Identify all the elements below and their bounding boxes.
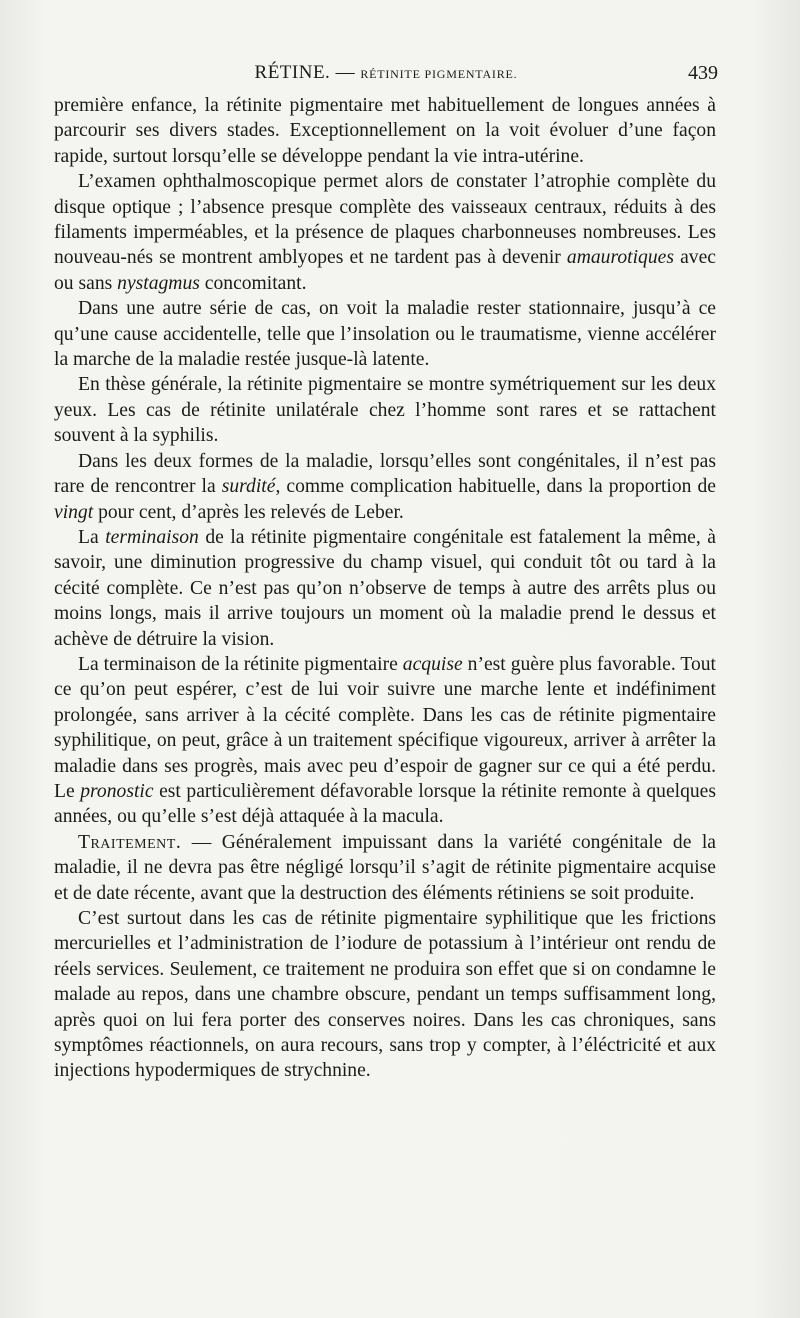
paragraph-text: , comme complication habituelle, dans la proportion de bbox=[275, 476, 716, 498]
paragraph-2 bbox=[54, 169, 716, 296]
paragraph-text: n’est guère plus favorable. Tout ce qu’on peut espérer, c’est de lui voir suivre une marche lente et indéfiniment prolongée, sans arriver à la cécité complète. Dans les cas de rétinite pigmentaire syphilitique, on peut, grâce à un traitement spécifique vigoureux, arriver à arrêter la maladie dans ses progrès, mais avec peu d’espoir de gagner sur ce qui a été perdu. Le bbox=[54, 653, 716, 802]
paragraph-6 bbox=[54, 525, 716, 652]
paragraph-text: L’examen ophthalmoscopique permet alors de constater l’atrophie complète du disque optique ; l’absence presque complète des vaisseaux centraux, réduits à des filaments imperméables, et la présence de plaques charbonneuses nombreuses. Les nouveau-nés se montrent amblyopes et ne tardent pas à devenir bbox=[54, 171, 716, 269]
emphasis-term: pronostic bbox=[80, 780, 154, 802]
paragraph-text: avec ou sans bbox=[54, 247, 716, 294]
emphasis-term: nystagmus bbox=[117, 272, 200, 294]
paragraph-7 bbox=[54, 652, 716, 830]
paragraph-text: C’est surtout dans les cas de rétinite pigmentaire syphilitique que les frictions mercurielles et l’administration de l’iodure de potassium à l’intérieur ont rendu de réels services. Seulement, ce traitement ne produira son effet que si on condamne le malade au repos, dans une chambre obscure, pendant un temps suffisamment long, après quoi on lui fera porter des conserves noires. Dans les cas chroniques, sans symptômes réactionnels, on aura recours, sans trop y compter, à l’éléctricité et aux injections hypodermiques de strychnine. bbox=[54, 908, 716, 1082]
emphasis-term: vingt bbox=[54, 501, 94, 523]
page-number: 439 bbox=[688, 62, 718, 84]
paragraph-text: concomitant. bbox=[199, 272, 307, 294]
paragraph-text: est particulièrement défavorable lorsque la rétinite remonte à quelques années, ou qu’elle s’est déjà attaquée à la macula. bbox=[54, 780, 716, 828]
paragraph-text: La terminaison de la rétinite pigmentaire bbox=[78, 653, 403, 675]
paragraph-text: Dans les deux formes de la maladie, lorsqu’elles sont congénitales, il n’est pas rare de rencontrer la bbox=[54, 450, 716, 498]
paragraph-text: de la rétinite pigmentaire congénitale est fatalement la même, à savoir, une diminution progressive du champ visuel, qui conduit tôt ou tard à la cécité complète. Ce n’est pas qu’on n’observe de temps à autre des arrêts plus ou moins longs, mais il arrive toujours un moment où la maladie prend le dessus et achève de détruire la vision. bbox=[54, 526, 716, 650]
paragraph-text: En thèse générale, la rétinite pigmentaire se montre symétriquement sur les deux yeux. Les cas de rétinite unilatérale chez l’homme sont rares et se rattachent souvent à la syphilis. bbox=[54, 374, 716, 447]
title-separator: — bbox=[335, 62, 356, 83]
paragraph-8 bbox=[54, 830, 716, 906]
running-head bbox=[54, 62, 718, 88]
paragraph-4 bbox=[54, 372, 716, 448]
paragraph-5 bbox=[54, 449, 716, 525]
emphasis-term: amaurotiques bbox=[566, 247, 674, 269]
paragraph-text: première enfance, la rétinite pigmentaire met habituellement de longues années à parcourir ses divers stades. Exceptionnellement on la voit évoluer d’une façon rapide, surtout lorsqu’elle se développe pendant la vie intra-utérine. bbox=[54, 95, 716, 167]
running-title bbox=[54, 62, 718, 84]
paragraph-text: Dans une autre série de cas, on voit la maladie rester stationnaire, jusqu’à ce qu’une cause accidentelle, telle que l’insolation ou le traumatisme, vienne accélérer la marche de la maladie restée jusque-là latente. bbox=[54, 298, 716, 371]
body-text bbox=[54, 93, 716, 1084]
emphasis-term: surdité bbox=[221, 476, 276, 498]
paragraph-9 bbox=[54, 906, 716, 1084]
paragraph-3 bbox=[54, 296, 716, 372]
paragraph-1 bbox=[54, 93, 716, 169]
paragraph-text: — Généralement impuissant dans la variété congénitale de la maladie, il ne devra pas être négligé lorsqu’il s’agit de rétinite pigmentaire acquise et de date récente, avant que la destruction des éléments rétiniens se soit produite. bbox=[54, 831, 716, 904]
emphasis-term: terminaison bbox=[105, 526, 199, 548]
section-heading: Traitement. bbox=[78, 831, 182, 853]
paragraph-text: pour cent, d’après les relevés de Leber. bbox=[93, 501, 404, 523]
section-title: RÉTINITE PIGMENTAIRE. bbox=[360, 67, 518, 81]
emphasis-term: acquise bbox=[402, 653, 463, 675]
chapter-title: RÉTINE. bbox=[254, 62, 331, 83]
paragraph-text: La bbox=[78, 526, 106, 548]
